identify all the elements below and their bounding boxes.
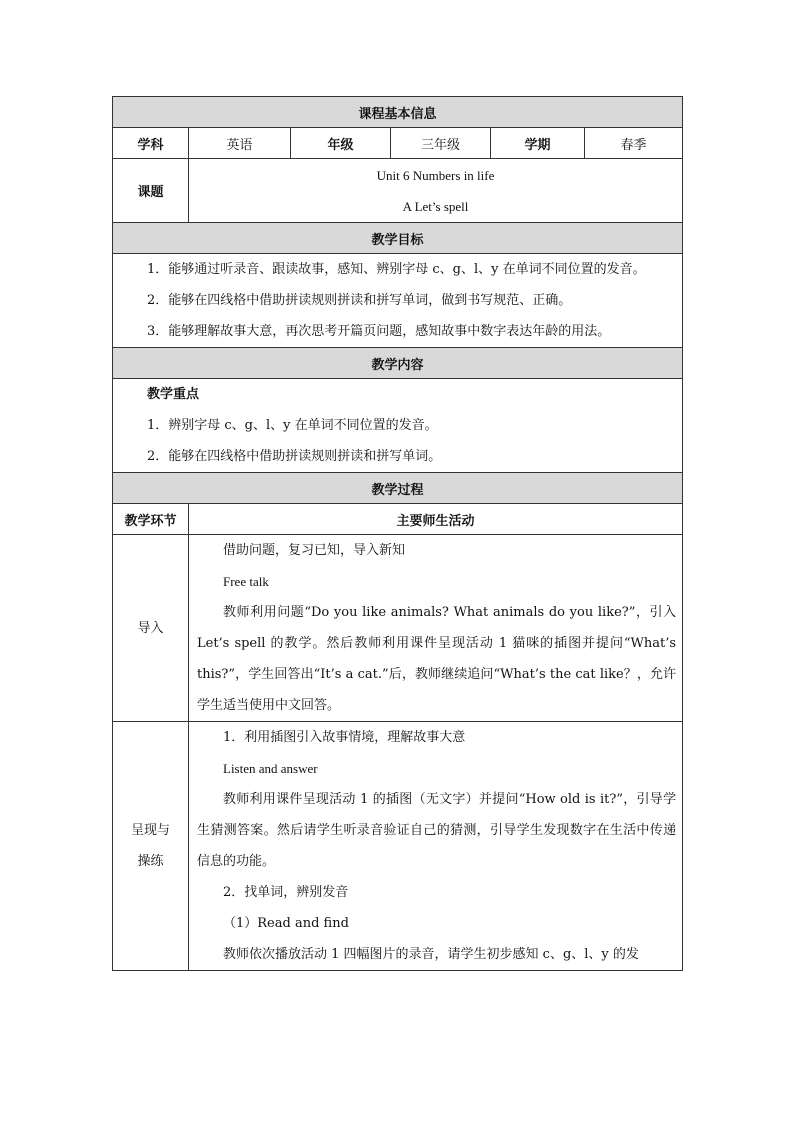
key-point-item: 2．能够在四线格中借助拼读规则拼读和拼写单词。 xyxy=(147,449,442,464)
basic-info-header: 课程基本信息 xyxy=(113,97,683,128)
stage-name xyxy=(113,722,189,971)
subject-label: 学科 xyxy=(113,128,189,159)
objective-item: 2．能够在四线格中借助拼读规则拼读和拼写单词，做到书写规范、正确。 xyxy=(147,293,572,308)
activity-line: 1．利用插图引入故事情境，理解故事大意 xyxy=(223,730,466,745)
lesson-plan-table xyxy=(112,96,683,971)
stage-activities xyxy=(189,535,683,722)
stage-row-presentation xyxy=(113,722,683,971)
activity-line: （1）Read and find xyxy=(223,916,349,931)
stage-activities xyxy=(189,722,683,971)
topic-label: 课题 xyxy=(113,159,189,223)
subject-value: 英语 xyxy=(189,128,291,159)
activity-line: 教师利用课件呈现活动 1 的插图（无文字）并提问“How old is it?”，引导学生猜测答案。然后请学生听录音验证自己的猜测，引导学生发现数字在生活中传递信息的功能。 xyxy=(197,792,677,869)
stage-column-header: 教学环节 xyxy=(113,504,189,535)
stage-name-line-2: 操练 xyxy=(137,854,164,869)
grade-value: 三年级 xyxy=(391,128,491,159)
activity-line: Free talk xyxy=(223,574,269,589)
topic-value xyxy=(189,159,683,223)
term-label: 学期 xyxy=(491,128,585,159)
key-points-label: 教学重点 xyxy=(147,387,200,402)
activity-line: Listen and answer xyxy=(223,761,318,776)
content-header: 教学内容 xyxy=(113,348,683,379)
activity-column-header: 主要师生活动 xyxy=(189,504,683,535)
key-point-item: 1．辨别字母 c、g、l、y 在单词不同位置的发音。 xyxy=(147,418,438,433)
topic-line-2: A Let’s spell xyxy=(402,198,469,214)
activity-line: 教师依次播放活动 1 四幅图片的录音，请学生初步感知 c、g、l、y 的发 xyxy=(223,947,639,962)
stage-name: 导入 xyxy=(113,535,189,722)
objectives-header: 教学目标 xyxy=(113,223,683,254)
activity-line: 教师利用问题“Do you like animals? What animals do you like?”，引入 Let’s spell 的教学。然后教师利用课件呈现活动 1 猫咪的插图并提问“What’s this?”，学生回答出“It’s a cat.”后，教师继续追问“What’s the cat like？，允许学生适当使用中文回答。 xyxy=(197,605,677,713)
term-value: 春季 xyxy=(585,128,683,159)
objective-item: 3．能够理解故事大意，再次思考开篇页问题，感知故事中数字表达年龄的用法。 xyxy=(147,324,611,339)
process-header: 教学过程 xyxy=(113,473,683,504)
content-body xyxy=(113,379,683,473)
stage-name-line-1: 呈现与 xyxy=(130,823,170,838)
stage-row-intro xyxy=(113,535,683,722)
topic-line-1: Unit 6 Numbers in life xyxy=(376,167,495,183)
objectives-body xyxy=(113,254,683,348)
objective-item: 1．能够通过听录音、跟读故事，感知、辨别字母 c、g、l、y 在单词不同位置的发音。 xyxy=(147,262,646,277)
activity-line: 借助问题，复习已知，导入新知 xyxy=(223,543,406,558)
activity-line: 2．找单词，辨别发音 xyxy=(223,885,349,900)
grade-label: 年级 xyxy=(291,128,391,159)
